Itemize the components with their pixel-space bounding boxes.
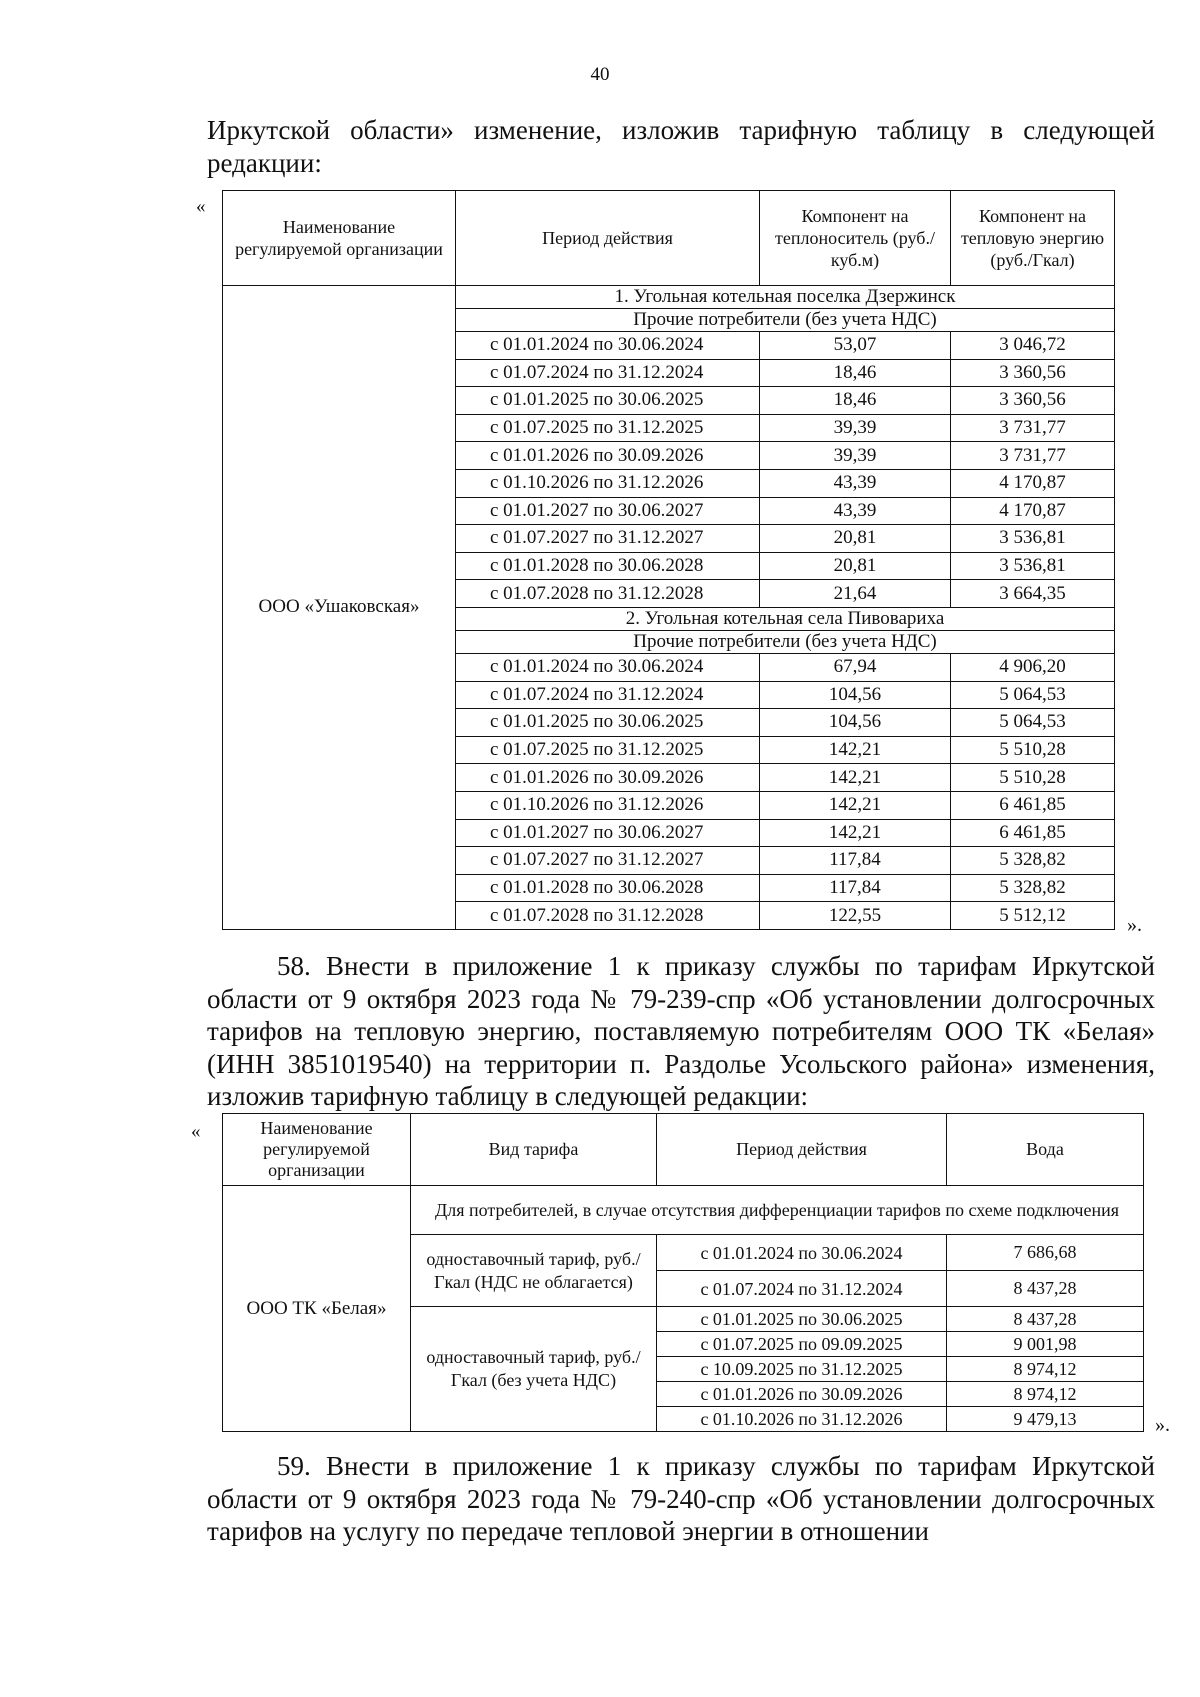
carrier-value: 20,81 xyxy=(760,525,951,553)
period-cell: с 01.01.2024 по 30.06.2024 xyxy=(456,653,760,681)
period-cell: с 01.01.2026 по 30.09.2026 xyxy=(456,442,760,470)
paragraph-59 xyxy=(207,1450,1155,1548)
period-cell: с 01.01.2026 по 30.09.2026 xyxy=(456,764,760,792)
header-period: Период действия xyxy=(456,191,760,286)
energy-value: 6 461,85 xyxy=(951,819,1115,847)
table2-header-row xyxy=(223,1114,1144,1186)
section-title: 2. Угольная котельная села Пивовариха xyxy=(456,607,1115,630)
carrier-value: 39,39 xyxy=(760,414,951,442)
carrier-value: 122,55 xyxy=(760,902,951,930)
energy-value: 3 731,77 xyxy=(951,414,1115,442)
carrier-value: 43,39 xyxy=(760,469,951,497)
carrier-value: 43,39 xyxy=(760,497,951,525)
paragraph-58-text: 58. Внести в приложение 1 к приказу службы по тарифам Иркутской области от 9 октября 2023 года № 79-239-спр «Об установлении долгосрочных тарифов на тепловую энергию, поставляемую потребителям ООО ТК «Белая» (ИНН 3851019540) на территории п. Раздолье Усольского района» изменения, изложив тарифную таблицу в следующей редакции: xyxy=(207,951,1155,1112)
section-title: 1. Угольная котельная поселка Дзержинск xyxy=(456,286,1115,309)
header-energy-component: Компонент на тепловую энергию (руб./Гкал) xyxy=(951,191,1115,286)
period-cell: с 01.01.2025 по 30.06.2025 xyxy=(456,387,760,415)
table1-header-row xyxy=(223,191,1115,286)
energy-value: 3 360,56 xyxy=(951,387,1115,415)
period-cell: с 01.10.2026 по 31.12.2026 xyxy=(456,791,760,819)
period-cell: с 01.01.2024 по 30.06.2024 xyxy=(456,332,760,360)
energy-value: 5 064,53 xyxy=(951,709,1115,737)
energy-value: 3 536,81 xyxy=(951,552,1115,580)
paragraph-58 xyxy=(207,950,1155,1113)
carrier-value: 104,56 xyxy=(760,681,951,709)
energy-value: 3 536,81 xyxy=(951,525,1115,553)
intro-paragraph: Иркутской области» изменение, изложив тарифную таблицу в следующей редакции: xyxy=(207,115,1155,178)
energy-value: 4 170,87 xyxy=(951,469,1115,497)
carrier-value: 21,64 xyxy=(760,580,951,608)
carrier-value: 53,07 xyxy=(760,332,951,360)
water-value: 8 437,28 xyxy=(947,1307,1144,1332)
carrier-value: 142,21 xyxy=(760,791,951,819)
period-cell: с 01.01.2027 по 30.06.2027 xyxy=(456,819,760,847)
header-water: Вода xyxy=(947,1114,1144,1186)
table2-open-quote: « xyxy=(191,1121,201,1142)
energy-value: 6 461,85 xyxy=(951,791,1115,819)
period-cell: с 01.07.2028 по 31.12.2028 xyxy=(456,580,760,608)
carrier-value: 142,21 xyxy=(760,736,951,764)
group-title: Для потребителей, в случае отсутствия дифференциации тарифов по схеме подключения xyxy=(411,1186,1144,1235)
group-title-row xyxy=(223,1186,1144,1235)
period-cell: с 01.07.2024 по 31.12.2024 xyxy=(456,681,760,709)
tariff-kind-excl-vat: одноставочный тариф, руб./Гкал (без учета НДС) xyxy=(411,1307,657,1432)
carrier-value: 117,84 xyxy=(760,847,951,875)
header-period: Период действия xyxy=(657,1114,947,1186)
section-title-row xyxy=(223,286,1115,309)
energy-value: 3 731,77 xyxy=(951,442,1115,470)
energy-value: 5 064,53 xyxy=(951,681,1115,709)
organization-name: ООО ТК «Белая» xyxy=(223,1186,411,1432)
carrier-value: 104,56 xyxy=(760,709,951,737)
carrier-value: 20,81 xyxy=(760,552,951,580)
carrier-value: 18,46 xyxy=(760,387,951,415)
period-cell: с 01.01.2028 по 30.06.2028 xyxy=(456,552,760,580)
period-cell: с 01.01.2027 по 30.06.2027 xyxy=(456,497,760,525)
water-value: 8 974,12 xyxy=(947,1357,1144,1382)
energy-value: 5 510,28 xyxy=(951,764,1115,792)
tariff-table-ushakovskaya xyxy=(222,190,1115,930)
paragraph-59-text: 59. Внести в приложение 1 к приказу службы по тарифам Иркутской области от 9 октября 2023 года № 79-240-спр «Об установлении долгосрочных тарифов на услугу по передаче тепловой энергии в отношении xyxy=(207,1451,1155,1547)
section-subtitle: Прочие потребители (без учета НДС) xyxy=(456,309,1115,332)
period-cell: с 10.09.2025 по 31.12.2025 xyxy=(657,1357,947,1382)
organization-name: ООО «Ушаковская» xyxy=(223,286,456,930)
energy-value: 5 510,28 xyxy=(951,736,1115,764)
period-cell: с 01.07.2024 по 31.12.2024 xyxy=(456,359,760,387)
water-value: 8 437,28 xyxy=(947,1271,1144,1307)
energy-value: 3 360,56 xyxy=(951,359,1115,387)
energy-value: 3 046,72 xyxy=(951,332,1115,360)
carrier-value: 18,46 xyxy=(760,359,951,387)
water-value: 7 686,68 xyxy=(947,1235,1144,1271)
energy-value: 4 906,20 xyxy=(951,653,1115,681)
water-value: 8 974,12 xyxy=(947,1382,1144,1407)
water-value: 9 001,98 xyxy=(947,1332,1144,1357)
header-org: Наименование регулируемой организации xyxy=(223,1114,411,1186)
period-cell: с 01.10.2026 по 31.12.2026 xyxy=(657,1407,947,1432)
carrier-value: 67,94 xyxy=(760,653,951,681)
page-number: 40 xyxy=(590,64,610,85)
table1-close-quote: ». xyxy=(1127,914,1142,936)
period-cell: с 01.07.2027 по 31.12.2027 xyxy=(456,525,760,553)
period-cell: с 01.01.2025 по 30.06.2025 xyxy=(456,709,760,737)
period-cell: с 01.10.2026 по 31.12.2026 xyxy=(456,469,760,497)
carrier-value: 39,39 xyxy=(760,442,951,470)
carrier-value: 117,84 xyxy=(760,874,951,902)
table2-close-quote: ». xyxy=(1155,1414,1170,1436)
header-tariff-kind: Вид тарифа xyxy=(411,1114,657,1186)
carrier-value: 142,21 xyxy=(760,819,951,847)
period-cell: с 01.01.2024 по 30.06.2024 xyxy=(657,1235,947,1271)
period-cell: с 01.07.2025 по 31.12.2025 xyxy=(456,736,760,764)
tariff-table-belaya xyxy=(222,1113,1144,1432)
energy-value: 5 512,12 xyxy=(951,902,1115,930)
header-carrier-component: Компонент на теплоноситель (руб./куб.м) xyxy=(760,191,951,286)
period-cell: с 01.07.2028 по 31.12.2028 xyxy=(456,902,760,930)
period-cell: с 01.01.2026 по 30.09.2026 xyxy=(657,1382,947,1407)
tariff-kind-vat-exempt: одноставочный тариф, руб./Гкал (НДС не облагается) xyxy=(411,1235,657,1307)
table1-open-quote: « xyxy=(196,196,206,217)
water-value: 9 479,13 xyxy=(947,1407,1144,1432)
energy-value: 5 328,82 xyxy=(951,847,1115,875)
period-cell: с 01.07.2024 по 31.12.2024 xyxy=(657,1271,947,1307)
period-cell: с 01.01.2025 по 30.06.2025 xyxy=(657,1307,947,1332)
period-cell: с 01.07.2025 по 09.09.2025 xyxy=(657,1332,947,1357)
period-cell: с 01.07.2027 по 31.12.2027 xyxy=(456,847,760,875)
carrier-value: 142,21 xyxy=(760,764,951,792)
period-cell: с 01.07.2025 по 31.12.2025 xyxy=(456,414,760,442)
header-org: Наименование регулируемой организации xyxy=(223,191,456,286)
energy-value: 5 328,82 xyxy=(951,874,1115,902)
energy-value: 4 170,87 xyxy=(951,497,1115,525)
energy-value: 3 664,35 xyxy=(951,580,1115,608)
period-cell: с 01.01.2028 по 30.06.2028 xyxy=(456,874,760,902)
section-subtitle: Прочие потребители (без учета НДС) xyxy=(456,630,1115,653)
